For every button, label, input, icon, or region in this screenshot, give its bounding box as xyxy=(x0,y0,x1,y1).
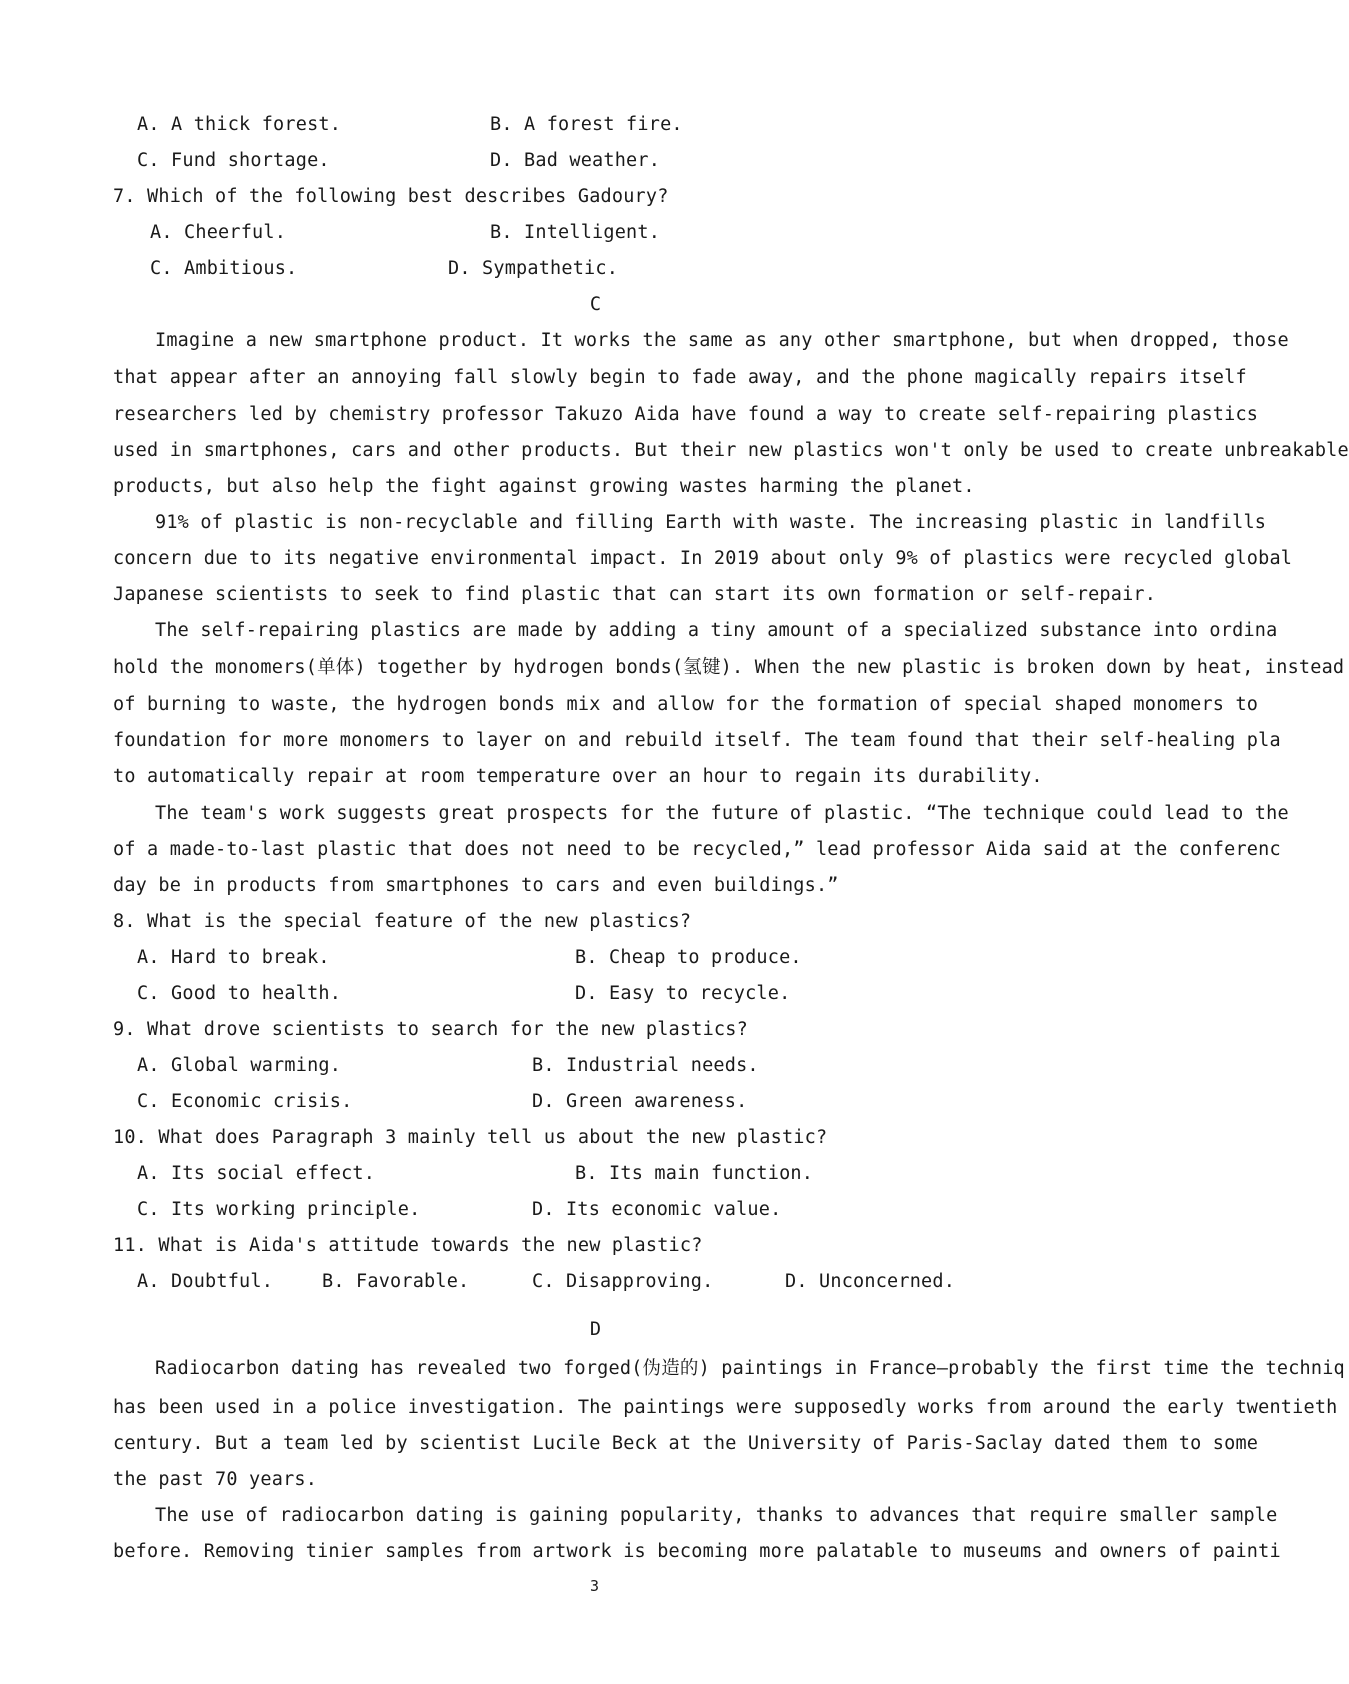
q6-option-b: B. A forest fire. xyxy=(490,114,683,135)
passage-c-line: that appear after an annoying fall slowly begin to fade away, and the phone magically repairs itself xyxy=(113,367,1247,388)
passage-c-heading: C xyxy=(589,294,602,315)
q10-option-b: B. Its main function. xyxy=(575,1163,814,1184)
passage-c-line: The self-repairing plastics are made by adding a tiny amount of a specialized substance into ordina xyxy=(155,620,1278,641)
passage-c-line: concern due to its negative environmental impact. In 2019 about only 9% of plastics were recycled global xyxy=(113,548,1293,569)
q10-stem: 10. What does Paragraph 3 mainly tell us about the new plastic? xyxy=(113,1127,828,1148)
passage-c-line: Imagine a new smartphone product. It works the same as any other smartphone, but when dropped, those xyxy=(155,330,1289,351)
passage-c-line: products, but also help the fight against growing wastes harming the planet. xyxy=(113,476,975,497)
q8-option-a: A. Hard to break. xyxy=(137,947,330,968)
q7-stem: 7. Which of the following best describes Gadoury? xyxy=(113,186,669,207)
q9-option-b: B. Industrial needs. xyxy=(532,1055,759,1076)
q10-option-a: A. Its social effect. xyxy=(137,1163,376,1184)
passage-c-line: hold the monomers(单体) together by hydrogen bonds(氢键). When the new plastic is broken down by heat, instead xyxy=(113,657,1345,678)
q9-option-c: C. Economic crisis. xyxy=(137,1091,353,1112)
q6-option-a: A. A thick forest. xyxy=(137,114,342,135)
q10-option-d: D. Its economic value. xyxy=(532,1199,782,1220)
passage-c-line: of burning to waste, the hydrogen bonds mix and allow for the formation of special shaped monomers to xyxy=(113,694,1259,715)
q11-option-c: C. Disapproving. xyxy=(532,1271,714,1292)
passage-c-line: Japanese scientists to seek to find plastic that can start its own formation or self-repair. xyxy=(113,584,1157,605)
passage-d-line: the past 70 years. xyxy=(113,1469,318,1490)
passage-c-line: The team's work suggests great prospects for the future of plastic. “The technique could lead to the xyxy=(155,803,1289,824)
q8-stem: 8. What is the special feature of the new plastics? xyxy=(113,911,692,932)
passage-d-line: has been used in a police investigation. The paintings were supposedly works from around the early twentieth xyxy=(113,1397,1338,1418)
q9-stem: 9. What drove scientists to search for the new plastics? xyxy=(113,1019,748,1040)
page-number: 3 xyxy=(590,1577,600,1595)
passage-c-line: used in smartphones, cars and other products. But their new plastics won't only be used to create unbreakable xyxy=(113,440,1349,461)
passage-d-line: century. But a team led by scientist Lucile Beck at the University of Paris-Saclay dated them to some xyxy=(113,1433,1259,1454)
passage-c-line: researchers led by chemistry professor Takuzo Aida have found a way to create self-repairing plastics xyxy=(113,404,1259,425)
q7-option-b: B. Intelligent. xyxy=(490,222,661,243)
q9-option-a: A. Global warming. xyxy=(137,1055,342,1076)
passage-c-line: day be in products from smartphones to cars and even buildings.” xyxy=(113,875,839,896)
q8-option-c: C. Good to health. xyxy=(137,983,342,1004)
q11-stem: 11. What is Aida's attitude towards the new plastic? xyxy=(113,1235,703,1256)
passage-d-line: The use of radiocarbon dating is gaining popularity, thanks to advances that require smaller sample xyxy=(155,1505,1278,1526)
q7-option-a: A. Cheerful. xyxy=(150,222,287,243)
q7-option-c: C. Ambitious. xyxy=(150,258,298,279)
q9-option-d: D. Green awareness. xyxy=(532,1091,748,1112)
q11-option-a: A. Doubtful. xyxy=(137,1271,274,1292)
passage-c-line: foundation for more monomers to layer on and rebuild itself. The team found that their self-healing pla xyxy=(113,730,1281,751)
q7-option-d: D. Sympathetic. xyxy=(448,258,619,279)
q6-option-c: C. Fund shortage. xyxy=(137,150,330,171)
q6-option-d: D. Bad weather. xyxy=(490,150,661,171)
passage-d-line: before. Removing tinier samples from artwork is becoming more palatable to museums and owners of painti xyxy=(113,1541,1281,1562)
passage-c-line: of a made-to-last plastic that does not need to be recycled,” lead professor Aida said at the conferenc xyxy=(113,839,1281,860)
q11-option-b: B. Favorable. xyxy=(322,1271,470,1292)
passage-d-heading: D xyxy=(589,1319,602,1340)
passage-d-line: Radiocarbon dating has revealed two forged(伪造的) paintings in France—probably the first time the techniq xyxy=(155,1358,1345,1379)
q8-option-b: B. Cheap to produce. xyxy=(575,947,802,968)
q11-option-d: D. Unconcerned. xyxy=(785,1271,956,1292)
passage-c-line: to automatically repair at room temperature over an hour to regain its durability. xyxy=(113,766,1043,787)
q8-option-d: D. Easy to recycle. xyxy=(575,983,791,1004)
q10-option-c: C. Its working principle. xyxy=(137,1199,421,1220)
passage-c-line: 91% of plastic is non-recyclable and filling Earth with waste. The increasing plastic in landfills xyxy=(155,512,1267,533)
